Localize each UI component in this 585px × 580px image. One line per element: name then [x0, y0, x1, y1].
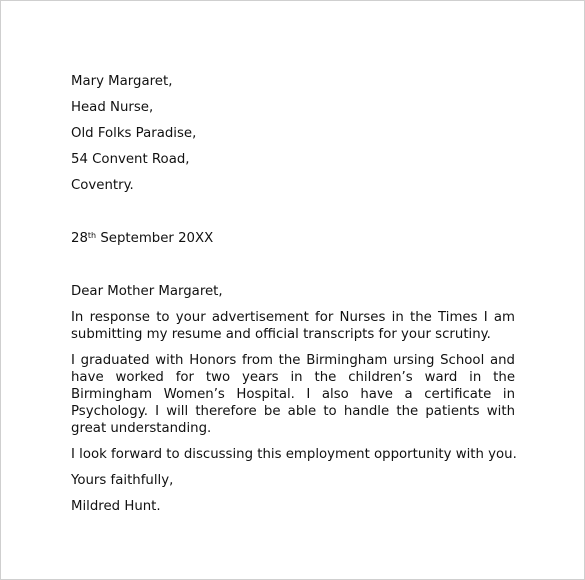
date-day: 28: [71, 231, 88, 246]
recipient-title: Head Nurse,: [71, 100, 154, 115]
body-paragraph-3: I look forward to discussing this employment opportunity with you.: [71, 447, 517, 462]
recipient-city: Coventry.: [71, 178, 134, 193]
date-rest: September 20XX: [96, 231, 214, 246]
body-paragraph-2: I graduated with Honors from the Birmingham ursing School and have worked for two years in the children’s ward in the Birmingham Women’s Hospital. I also have a certificate in Psychology. I will therefore be able to handle the patients with great understanding.: [71, 353, 515, 436]
recipient-street: 54 Convent Road,: [71, 152, 190, 167]
body-paragraph-1: In response to your advertisement for Nurses in the Times I am submitting my resume and official transcripts for your scrutiny.: [71, 310, 515, 342]
closing: Yours faithfully,: [71, 473, 174, 488]
letter-body: [71, 73, 515, 524]
signature: Mildred Hunt.: [71, 499, 161, 514]
salutation: Dear Mother Margaret,: [71, 284, 223, 299]
recipient-name: Mary Margaret,: [71, 74, 173, 89]
recipient-organization: Old Folks Paradise,: [71, 126, 197, 141]
letter-date: [71, 230, 515, 247]
date-suffix: th: [87, 231, 97, 240]
